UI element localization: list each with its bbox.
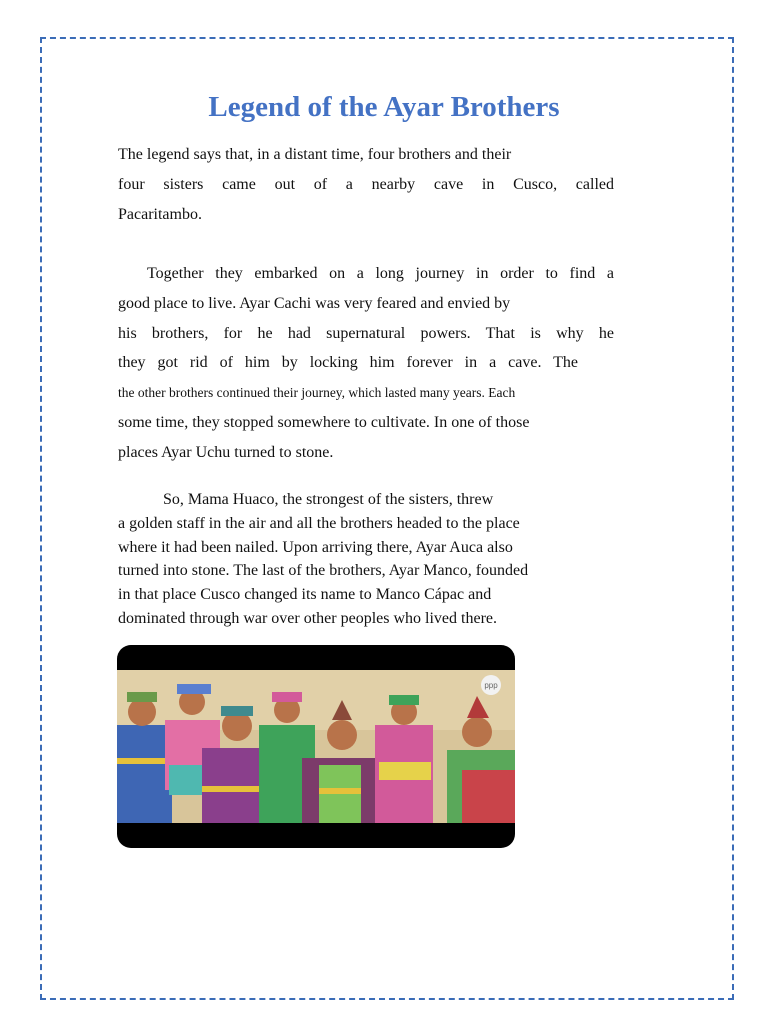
text-line: his brothers, for he had supernatural powers. That is why he [118, 324, 614, 342]
text-line: where it had been nailed. Upon arriving there, Ayar Auca also [118, 538, 513, 556]
text-line: Pacaritambo. [118, 206, 202, 223]
text-line: Together they embarked on a long journey in order to find a [147, 265, 614, 282]
paragraph-2 [118, 259, 614, 468]
text-line: dominated through war over other peoples who lived there. [118, 609, 497, 627]
page-title: Legend of the Ayar Brothers [208, 91, 560, 124]
text-line: a golden staff in the air and all the brothers headed to the place [118, 514, 520, 532]
text-line: the other brothers continued their journey, which lasted many years. Each [118, 385, 516, 401]
text-line: some time, they stopped somewhere to cultivate. In one of those [118, 413, 530, 431]
text-line: turned into stone. The last of the brothers, Ayar Manco, founded [118, 562, 529, 580]
text-line: four sisters came out of a nearby cave in Cusco, called [118, 176, 614, 193]
illustration-ayar-brothers [117, 670, 515, 823]
text-line: So, Mama Huaco, the strongest of the sisters, threw [163, 491, 494, 508]
text-line: in that place Cusco changed its name to Manco Cápac and [118, 586, 492, 604]
paragraph-3 [118, 488, 614, 631]
video-badge: ppp [484, 681, 498, 690]
video-thumbnail[interactable] [117, 645, 515, 848]
text-line: good place to live. Ayar Cachi was very feared and envied by [118, 294, 511, 312]
text-line: they got rid of him by locking him forever in a cave. The [118, 354, 578, 372]
paragraph-1 [118, 140, 614, 230]
text-line: The legend says that, in a distant time, four brothers and their [118, 146, 512, 163]
text-line: places Ayar Uchu turned to stone. [118, 443, 334, 461]
